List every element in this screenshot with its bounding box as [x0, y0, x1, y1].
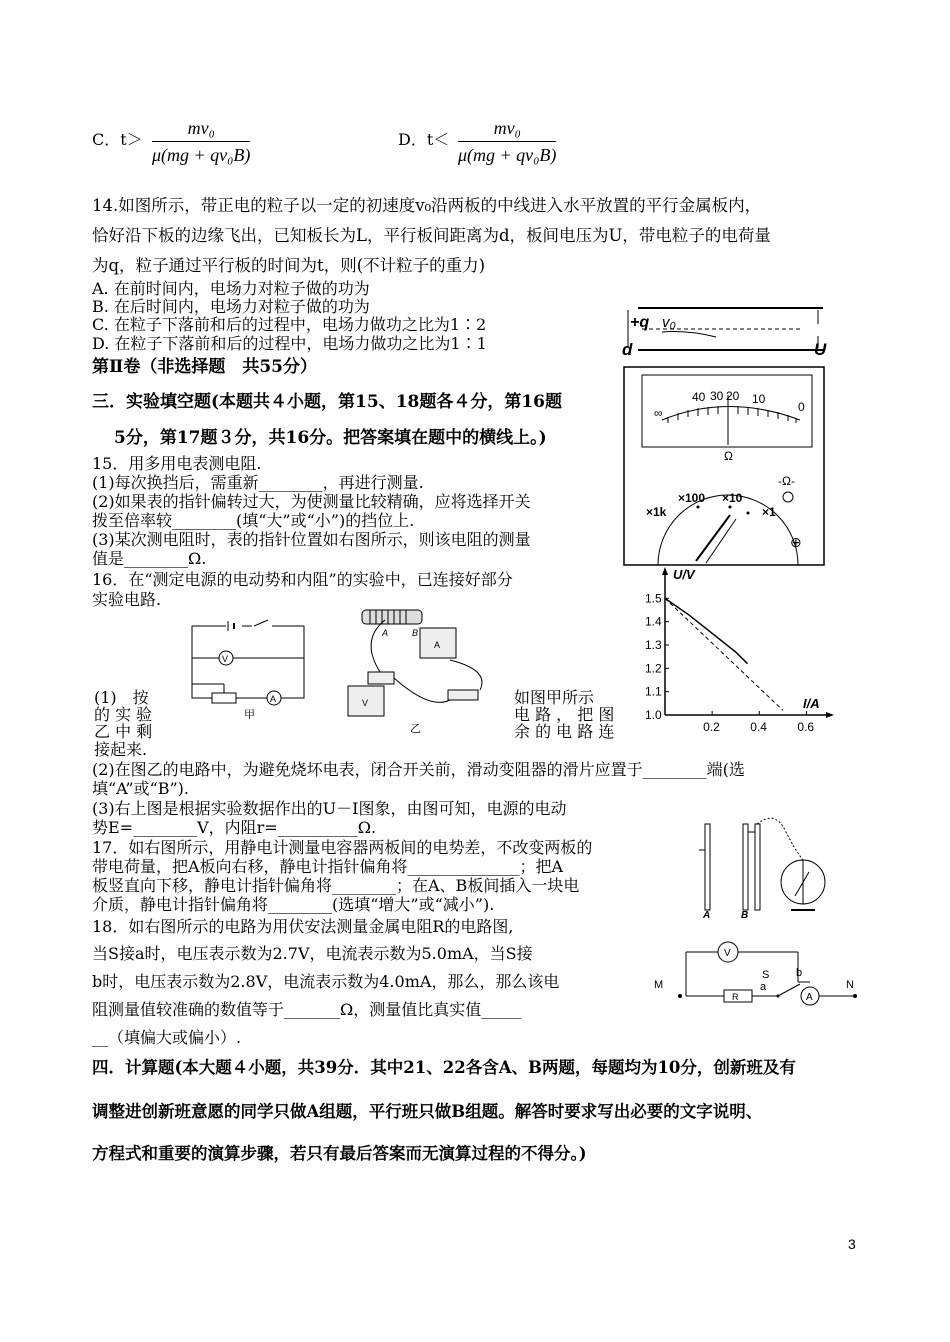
q16-part1-f: 电 路 ， 把 图 [514, 705, 615, 724]
q17-line-4: 介质，静电计指针偏角将________(选填“增大”或“减小”). [92, 895, 495, 914]
circuit-yi-figure [340, 600, 500, 740]
q16-part1-a: (1) 按 [94, 688, 149, 707]
q14-option-d: D. 在粒子下落前和后的过程中，电场力做功之比为1∶1 [92, 334, 487, 353]
q17-line-2: 带电荷量，把A板向右移，静电计指针偏角将______________；把A [92, 857, 564, 876]
section-3-title-1: 三．实验填空题(本题共４小题，第15、18题各４分，第16题 [92, 392, 563, 412]
q16-part3: (3)右上图是根据实验数据作出的U－I图象，由图可知，电源的电动 [92, 799, 567, 818]
y-tick-label: 1.3 [645, 638, 662, 652]
option-d-fraction [458, 118, 556, 166]
x-tick-label: 0.6 [797, 720, 815, 734]
q14-option-b: B. 在后时间内，电场力对粒子做的功为 [92, 297, 370, 316]
fraction-denominator: μ(mg + qv₀B) [458, 145, 557, 165]
option-d-label: D．t＜ [398, 130, 450, 149]
q14-stem-3: 为q，粒子通过平行板的时间为t，则(不计粒子的重力) [92, 256, 486, 275]
range-x1: ×1 [762, 505, 776, 519]
circuit-jia-figure [186, 620, 311, 721]
voltmeter-symbol-label: V [724, 948, 731, 959]
y-axis-label: U/V [673, 567, 695, 582]
voltage-label: U [814, 340, 827, 359]
q18-line-3: b时，电压表示数为2.8V，电流表示数为4.0mA，那么，那么该电 [92, 972, 560, 991]
q16-part1-b: 的 实 验 [94, 705, 153, 724]
q15-line-2: (2)如果表的指针偏转过大，为使测量比较精确，应将选择开关 [92, 492, 531, 511]
q14-stem-1: 14.如图所示，带正电的粒子以一定的初速度v₀沿两板的中线进入水平放置的平行金属板内， [92, 196, 762, 215]
q17-line-3: 板竖直向下移，静电计指针偏角将________；在A、B板间插入一块电 [92, 876, 580, 895]
scale-label-0: 0 [798, 400, 805, 414]
ohm-terminal-label: -Ω- [778, 474, 795, 488]
parallel-plates-figure [618, 300, 828, 360]
q18-line-4: 阻测量值较准确的数值等于_______Ω，测量值比真实值_____ [92, 1000, 522, 1019]
q18-line-1: 18．如右图所示的电路为用伏安法测量金属电阻R的电路图, [92, 917, 514, 936]
resistor-label: R [732, 992, 739, 1002]
q16-part2-b: 填“A”或“B”). [92, 779, 190, 798]
electroscope-figure [695, 820, 850, 920]
section-4-line-1: 四．计算题(本大题４小题，共39分．其中21、22各含A、B两题，每题均为10分，创新班及有 [92, 1058, 796, 1077]
q15-line-4: (3)某次测电阻时，表的指针位置如右图所示，则该电阻的测量 [92, 530, 531, 549]
q16-part3-b: 势E=________V，内阻r=__________Ω. [92, 818, 377, 837]
distance-label: d [622, 340, 633, 359]
switch-label: S [762, 969, 770, 981]
terminal-a-label: A [382, 628, 389, 638]
multimeter-figure [618, 365, 833, 565]
q15-line-5: 值是________Ω. [92, 549, 207, 568]
fraction-denominator: μ(mg + qv₀B) [152, 145, 251, 165]
plus-terminal-icon: ⊕ [790, 534, 802, 550]
y-axis-arrow [662, 567, 668, 575]
option-c-fraction [152, 118, 250, 166]
q15-line-1: (1)每次换挡后，需重新________，再进行测量. [92, 473, 424, 492]
q16-part1-d: 接起来. [94, 740, 148, 759]
section-3-title-2: 5分，第17题３分，共16分。把答案填在题中的横线上。) [114, 428, 547, 448]
q18-line-5: __（填偏大或偏小）. [92, 1028, 242, 1047]
scale-label-40: 40 [692, 390, 706, 404]
option-c-label: C．t＞ [92, 130, 143, 149]
q16-stem-2: 实验电路. [92, 590, 162, 609]
part-2-heading: 第Ⅱ卷（非选择题 共55分） [92, 357, 317, 377]
velocity-label: v₀ [662, 314, 676, 331]
fraction-numerator: mv₀ [152, 118, 250, 142]
plate-b-label: B [741, 910, 749, 921]
scale-label-10: 10 [752, 392, 766, 406]
q15-line-3: 拨至倍率较________(填“大”或“小”)的挡位上. [92, 511, 415, 530]
section-4-line-3: 方程式和重要的演算步骤，若只有最后答案而无演算过程的不得分。) [92, 1144, 587, 1163]
fraction-numerator: mv₀ [458, 118, 556, 142]
q16-part1-g: 余 的 电 路 连 [514, 722, 615, 741]
y-tick-label: 1.2 [645, 661, 662, 676]
y-tick-label: 1.1 [645, 684, 662, 699]
ammeter-symbol-label: A [806, 992, 813, 1003]
q14-option-c: C. 在粒子下落前和后的过程中，电场力做功之比为1∶2 [92, 315, 487, 334]
range-x100: ×100 [678, 491, 706, 505]
section-4-line-2: 调整进创新班意愿的同学只做A组题，平行班只做B组题。解答时要求写出必要的文字说明、 [92, 1102, 763, 1121]
q14-option-a: A. 在前时间内，电场力对粒子做的功为 [92, 279, 370, 298]
q15-stem: 15．用多用电表测电阻. [92, 454, 262, 473]
contact-b-label: b [796, 967, 803, 979]
volt-ammeter-circuit [650, 930, 865, 1015]
charge-label: +q [630, 314, 650, 331]
x-tick-label: 0.4 [750, 720, 767, 734]
extrapolation-line [665, 598, 783, 710]
x-axis-arrow [826, 712, 834, 718]
q16-part1-c: 乙 中 剩 [94, 722, 153, 741]
page-number: 3 [848, 1236, 856, 1252]
plate-a-label: A [703, 910, 711, 921]
y-tick-label: 1.4 [645, 614, 662, 629]
circuit-yi-caption: 乙 [410, 723, 421, 735]
u-i-data-line [665, 598, 748, 663]
y-tick-label: 1.0 [645, 708, 662, 722]
u-i-graph [625, 565, 835, 740]
terminal-m-label: M [654, 979, 664, 991]
terminal-n-label: N [846, 979, 854, 991]
range-x1k: ×1k [646, 505, 667, 519]
circuit-jia-caption: 甲 [244, 709, 255, 721]
q17-line-1: 17．如右图所示，用静电计测量电容器两板间的电势差，不改变两板的 [92, 838, 593, 857]
ohm-label: Ω [724, 449, 733, 463]
q14-stem-2: 恰好沿下板的边缘飞出，已知板长为L，平行板间距离为d，板间电压为U，带电粒子的电荷量 [92, 226, 771, 245]
range-x10: ×10 [722, 491, 743, 505]
ammeter-device-label: A [434, 640, 441, 650]
q16-part1-e: 如图甲所示 [514, 688, 595, 707]
x-axis-label: I/A [803, 696, 820, 711]
voltmeter-label: V [222, 654, 229, 664]
q16-stem-1: 16．在“测定电源的电动势和内阻”的实验中，已连接好部分 [92, 570, 513, 589]
voltmeter-device-label: V [362, 698, 369, 708]
x-tick-label: 0.2 [703, 720, 720, 734]
q16-part2: (2)在图乙的电路中，为避免烧坏电表，闭合开关前，滑动变阻器的滑片应置于________端(选 [92, 760, 745, 779]
contact-a-label: a [760, 981, 767, 993]
scale-label-20: 20 [726, 389, 740, 403]
q18-line-2: 当S接a时，电压表示数为2.7V，电流表示数为5.0mA，当S接 [92, 944, 533, 963]
terminal-b-label: B [412, 628, 419, 638]
ammeter-label: A [270, 694, 277, 704]
scale-label-infinity: ∞ [654, 406, 663, 420]
y-tick-label: 1.5 [645, 591, 662, 606]
scale-label-30: 30 [710, 389, 724, 403]
